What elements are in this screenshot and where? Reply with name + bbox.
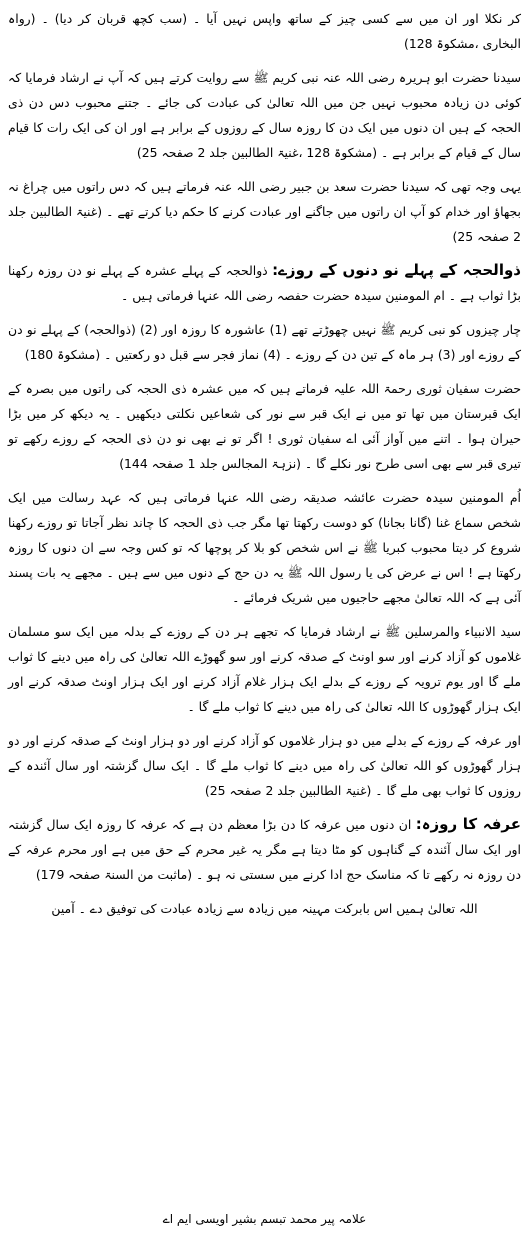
paragraph-arafah-reward bbox=[8, 728, 521, 803]
paragraph-sufyan-thauri bbox=[8, 376, 521, 476]
paragraph-nine-days-fasts bbox=[8, 258, 521, 308]
paragraph-text: اللہ تعالیٰ ہمیں اس بابرکت مہینہ میں زیادہ سے زیادہ عبادت کی توفیق دے ۔ آمین bbox=[51, 901, 478, 916]
paragraph-text: سیدنا حضرت ابو ہریرہ رضی اللہ عنہ نبی کریم ﷺ سے روایت کرتے ہیں کہ آپ نے ارشاد فرمایا کہ کوئی دن زیادہ محبوب نہیں جن میں اللہ تعالیٰ کی عبادت کی جائے ۔ جتنے محبوب دس دن ذی الحجہ کے ہیں ان دنوں میں ایک دن کا روزہ سال کے روزوں کے برابر ہے اور ان کی ایک رات کا قیام سال کے قیام کے برابر ہے ۔ (مشکوۃ 128 ،غنیۃ الطالبین جلد 2 صفحہ 25) bbox=[8, 70, 521, 160]
paragraph-saad-bin-jubair bbox=[8, 174, 521, 249]
paragraph-text: ذوالحجہ کے پہلے عشرہ کے پہلے نو دن روزہ رکھنا بڑا ثواب ہے ۔ ام المومنین سیدہ حضرت حفصہ رضی اللہ عنہا فرماتی ہیں ۔ bbox=[8, 263, 521, 303]
paragraph-text: اور عرفہ کے روزے کے بدلے میں دو ہزار غلاموں کو آزاد کرنے اور دو ہزار اونٹ کے صدقہ کرنے اور دو ہزار گھوڑوں کو اللہ تعالیٰ کی راہ میں دینے کا ثواب ملے گا ۔ ایک سال گزشتہ اور سال آئندہ کے روزوں کا ثواب بھی ملے گا ۔ (غنیۃ الطالبین جلد 2 صفحہ 25) bbox=[8, 733, 521, 798]
paragraph-reward bbox=[8, 619, 521, 719]
paragraph-four-things bbox=[8, 317, 521, 367]
paragraph-text: ان دنوں میں عرفہ کا دن بڑا معظم دن ہے کہ عرفہ کا روزہ ایک سال گزشتہ اور ایک سال آئندہ کے گناہوں کو مٹا دیتا ہے مگر یہ غیر محرم کے حق میں ہے اور محرم عرفہ کے دن روزہ نہ رکھے تا کہ مناسک حج ادا کرنے میں سستی نہ ہو ۔ (ماثبت من السنۃ صفحہ 179) bbox=[8, 817, 521, 882]
author-signature: علامہ پیر محمد تبسم بشیر اویسی ایم اے bbox=[162, 1212, 367, 1226]
paragraph-text: اُم المومنین سیدہ حضرت عائشہ صدیقہ رضی اللہ عنہا فرماتی ہیں کہ عہد رسالت میں ایک شخص سماع غنا (گانا بجانا) کو دوست رکھتا تھا مگر جب ذی الحجہ کا چاند نظر آجاتا تو روزے رکھنا شروع کر دیتا محبوب کبریا ﷺ نے اس شخص کو بلا کر پوچھا کہ تو کس وجہ سے ان دنوں کا روزہ رکھتا ہے ! اس نے عرض کی یا رسول اللہ ﷺ یہ دن حج کے دنوں میں سے ہیں ۔ مجھے یہ بات پسند آئی ہے کہ اللہ تعالیٰ مجھے حاجیوں میں شریک فرمائے ۔ bbox=[8, 490, 521, 605]
paragraph-text: حضرت سفیان ثوری رحمۃ اللہ علیہ فرماتے ہیں کہ میں عشرہ ذی الحجہ کی راتوں میں بصرہ کے ایک قبرستان میں تھا تو میں نے ایک قبر سے نور کی شعاعیں نکلتی دیکھیں ۔ یہ دیکھ کر میں بڑا حیران ہوا ۔ اتنے میں آواز آئی اے سفیان ثوری ! اگر تو نے بھی نو دن ذی الحجہ کے روزے رکھے تو تیری قبر سے بھی اسی طرح نور نکلے گا ۔ (نزہۃ المجالس جلد 1 صفحہ 144) bbox=[8, 381, 521, 471]
paragraph-arafah-fast bbox=[8, 812, 521, 887]
paragraph-text: سید الانبیاء والمرسلین ﷺ نے ارشاد فرمایا کہ تجھے ہر دن کے روزے کے بدلہ میں ایک سو مسلمان غلاموں کو آزاد کرنے اور سو اونٹ کے صدقہ کرنے اور سو گھوڑے اللہ تعالیٰ کی راہ میں دینے کا ثواب ملے گا اور یوم ترویہ کے روزے کے بدلے ایک ہزار غلام آزاد کرنے اور ایک ہزار اونٹ صدقہ کرنے اور ایک ہزار گھوڑوں کا اللہ تعالیٰ کی راہ میں دینے کا ثواب ملے گا ۔ bbox=[8, 624, 521, 714]
paragraph-text: یہی وجہ تھی کہ سیدنا حضرت سعد بن جبیر رضی اللہ عنہ فرماتے ہیں کہ دس راتوں میں چراغ نہ بجھاؤ اور خدام کو آپ ان راتوں میں جاگنے اور عبادت کرنے کا حکم دیا کرتے تھے ۔ (غنیۃ الطالبین جلد 2 صفحہ 25) bbox=[8, 179, 521, 244]
paragraph-closing-prayer bbox=[8, 896, 521, 921]
paragraph-abu-hurairah bbox=[8, 65, 521, 165]
section-heading: عرفہ کا روزہ: bbox=[415, 815, 521, 833]
paragraph-text: کر نکلا اور ان میں سے کسی چیز کے ساتھ واپس نہیں آیا ۔ (سب کچھ قربان کر دیا) ۔ (رواہ البخاری ،مشکوۃ 128) bbox=[8, 11, 521, 51]
paragraph-aisha bbox=[8, 485, 521, 610]
section-heading: ذوالحجہ کے پہلے نو دنوں کے روزے: bbox=[272, 261, 521, 279]
paragraph-hadith-bukhari bbox=[8, 6, 521, 56]
paragraph-text: چار چیزوں کو نبی کریم ﷺ نہیں چھوڑتے تھے (1) عاشورہ کا روزہ اور (2) (ذوالحجہ) کے پہلے نو دن کے روزے اور (3) ہر ماہ کے تین دن کے روزے ۔ (4) نماز فجر سے قبل دو رکعتیں ۔ (مشکوۃ 180) bbox=[8, 322, 522, 362]
